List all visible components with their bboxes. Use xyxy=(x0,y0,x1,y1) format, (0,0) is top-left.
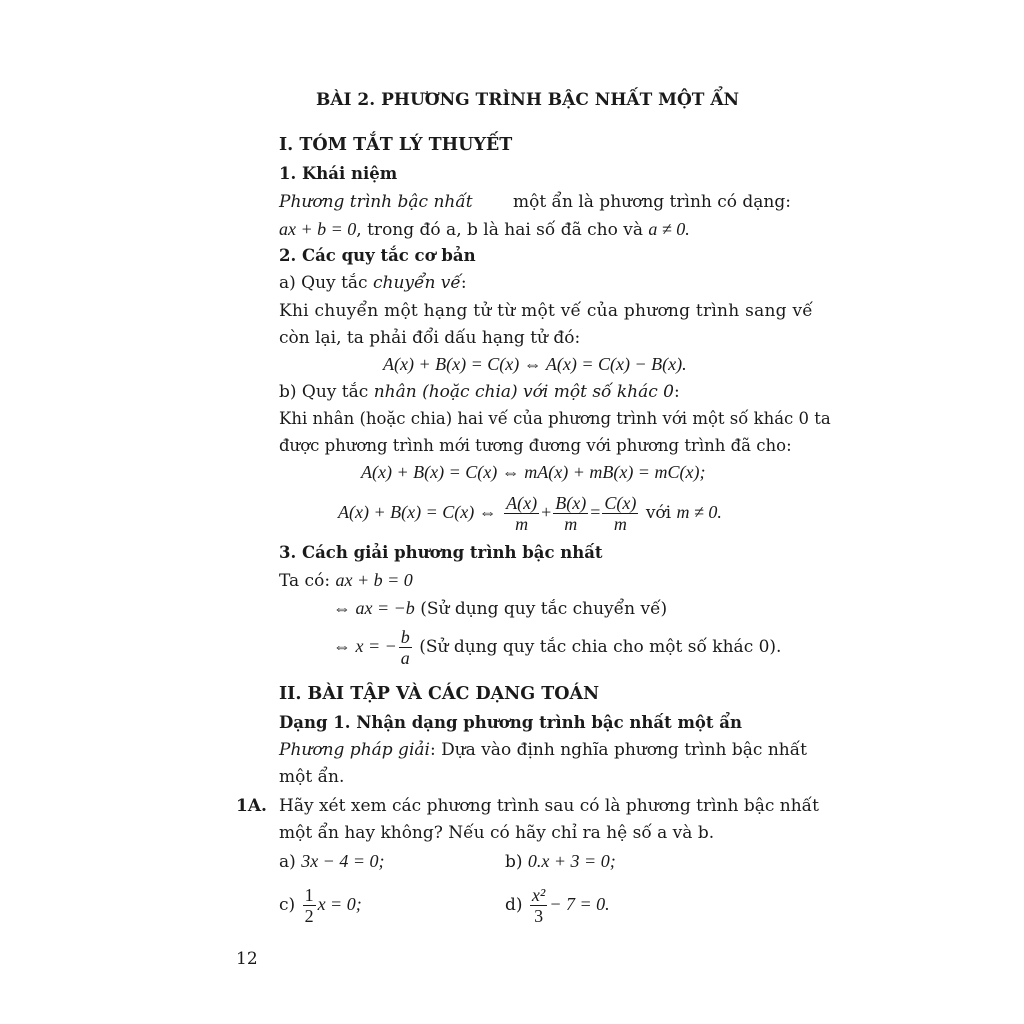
fraction-denominator: 3 xyxy=(534,906,544,926)
fraction-b-over-a xyxy=(399,627,412,668)
fraction-a-over-m xyxy=(504,493,539,534)
item-b-math: 0.x + 3 = 0; xyxy=(527,851,616,871)
step-2-note: (Sử dụng quy tắc chia cho một số khác 0). xyxy=(419,637,782,657)
step-0-math: ax + b = 0 xyxy=(335,570,413,590)
formula-2-left: A(x) + B(x) = C(x) ⇔ xyxy=(338,502,497,522)
fraction-numerator: 1 xyxy=(304,885,314,905)
rule-b-colon: : xyxy=(673,382,680,402)
item-a-math: 3x − 4 = 0; xyxy=(301,851,385,871)
step-1-note: (Sử dụng quy tắc chuyển vế) xyxy=(420,599,668,619)
fraction-denominator: m xyxy=(613,514,627,534)
solve-step-2 xyxy=(333,624,781,669)
form-1-heading: Dạng 1. Nhận dạng phương trình bậc nhất một ẩn xyxy=(279,713,742,732)
lesson-title: BÀI 2. PHƯƠNG TRÌNH BẬC NHẤT MỘT ẨN xyxy=(316,90,740,110)
rule-a-title xyxy=(279,272,467,294)
item-d-label: d) xyxy=(505,895,523,915)
rule-a-prefix: a) Quy tắc xyxy=(279,273,368,293)
rule-a-formula: A(x) + B(x) = C(x) ⇔ A(x) = C(x) − B(x). xyxy=(383,354,687,374)
rule-a-line-2: còn lại, ta phải đổi dấu hạng tử đó: xyxy=(279,328,581,348)
item-c-label: c) xyxy=(279,895,296,915)
definition-line-2 xyxy=(279,218,690,241)
item-b-label: b) xyxy=(505,852,523,872)
general-form: ax + b = 0 xyxy=(279,219,357,239)
exercise-item-d xyxy=(505,882,610,927)
rule-a-name: chuyển vế xyxy=(372,273,461,293)
plus-sign: + xyxy=(541,502,552,522)
rule-b-line-2: được phương trình mới tương đương với phương trình đã cho: xyxy=(279,436,792,455)
definition-term: Phương trình bậc nhất xyxy=(279,192,473,212)
exercise-item-a xyxy=(279,850,384,873)
rule-b-name: nhân (hoặc chia) với một số khác 0 xyxy=(373,382,674,402)
rule-a-line-1: Khi chuyển một hạng tử từ một vế của phương trình sang vế xyxy=(279,301,814,321)
concept-heading: 1. Khái niệm xyxy=(279,164,398,183)
step-0-label: Ta có: xyxy=(279,571,331,591)
page-number: 12 xyxy=(236,949,258,969)
fraction-b-over-m xyxy=(553,493,588,534)
item-a-label: a) xyxy=(279,852,296,872)
exercise-line-2: một ẩn hay không? Nếu có hãy chỉ ra hệ số a và b. xyxy=(279,823,715,843)
fraction-numerator: b xyxy=(400,627,410,647)
rule-b-title xyxy=(279,381,680,403)
condition-text: , trong đó a, b là hai số đã cho và xyxy=(356,220,643,240)
rule-b-line-1: Khi nhân (hoặc chia) hai vế của phương trình với một số khác 0 ta xyxy=(279,409,831,428)
exercise-line-1: Hãy xét xem các phương trình sau có là phương trình bậc nhất xyxy=(279,796,819,816)
method-line-2: một ẩn. xyxy=(279,767,345,787)
step-2-math: ⇔ x = − xyxy=(333,636,397,656)
fraction-denominator: a xyxy=(400,648,410,668)
equals-sign: = xyxy=(590,502,601,522)
solve-heading: 3. Cách giải phương trình bậc nhất xyxy=(279,543,603,562)
fraction-one-half xyxy=(303,885,316,926)
fraction-denominator: m xyxy=(515,514,529,534)
rule-b-prefix: b) Quy tắc xyxy=(279,382,369,402)
fraction-denominator: m xyxy=(564,514,578,534)
method-label: Phương pháp giải xyxy=(279,740,430,760)
fraction-x-squared-over-3 xyxy=(530,885,547,926)
item-d-rest: − 7 = 0. xyxy=(549,894,610,914)
item-c-rest: x = 0; xyxy=(317,894,362,914)
rules-heading: 2. Các quy tắc cơ bản xyxy=(279,246,476,265)
fraction-numerator: x² xyxy=(531,885,546,905)
fraction-numerator: B(x) xyxy=(555,493,587,513)
exercise-number: 1A. xyxy=(236,796,267,816)
method-text: : Dựa vào định nghĩa phương trình bậc nhất xyxy=(429,740,807,760)
rule-a-colon: : xyxy=(460,273,467,293)
solve-step-0 xyxy=(279,569,413,592)
section-2-heading: II. BÀI TẬP VÀ CÁC DẠNG TOÁN xyxy=(279,684,600,704)
solve-step-1 xyxy=(333,597,667,620)
fraction-denominator: 2 xyxy=(304,906,314,926)
section-1-heading: I. TÓM TẮT LÝ THUYẾT xyxy=(279,135,513,155)
step-1-math: ⇔ ax = −b xyxy=(333,598,415,618)
rule-b-formula-1: A(x) + B(x) = C(x) ⇔ mA(x) + mB(x) = mC(x); xyxy=(361,462,706,482)
fraction-c-over-m xyxy=(602,493,638,534)
rule-b-formula-2 xyxy=(338,490,722,535)
definition-line-1 xyxy=(279,191,791,213)
exercise-item-b xyxy=(505,850,616,873)
fraction-numerator: A(x) xyxy=(506,493,538,513)
fraction-numerator: C(x) xyxy=(604,493,637,513)
method-line-1 xyxy=(279,739,807,761)
condition-math: a ≠ 0. xyxy=(648,219,690,239)
with-text: với xyxy=(645,503,672,523)
with-condition: m ≠ 0. xyxy=(676,502,722,522)
exercise-item-c xyxy=(279,882,362,927)
definition-text: một ẩn là phương trình có dạng: xyxy=(512,192,791,212)
